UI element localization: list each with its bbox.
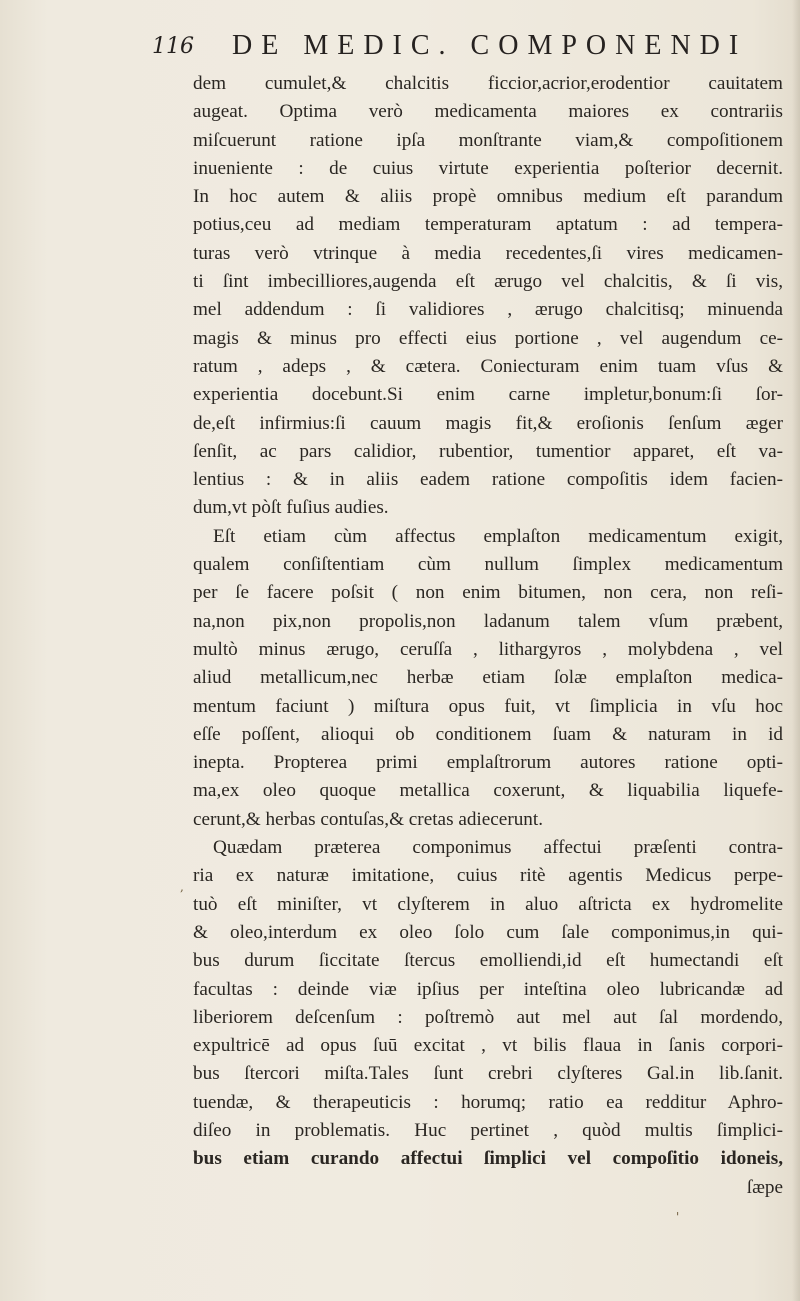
text-line: na,non pix,non propolis,non ladanum talem vſum præbent, (193, 610, 783, 632)
text-line: ratum , adeps , & cætera. Coniecturam enim tuam vſus & (193, 355, 783, 377)
text-line: experientia docebunt.Si enim carne impletur,bonum:ſi ſor- (193, 384, 783, 406)
text-line: tuendæ, & therapeuticis : horumq; ratio ea redditur Aphro- (193, 1091, 783, 1113)
text-line: mel addendum : ſi validiores , ærugo chalcitisq; minuenda (193, 299, 783, 321)
text-line: augeat. Optima verò medicamenta maiores ex contrariis (193, 101, 783, 123)
text-line: dum,vt pòſt fuſius audies. (193, 497, 389, 519)
ink-speck: , (180, 880, 184, 894)
text-line: magis & minus pro effecti eius portione , vel augendum ce- (193, 327, 783, 349)
text-line: mentum faciunt ) miſtura opus fuit, vt ſimplicia in vſu hoc (193, 695, 783, 717)
text-line: dem cumulet,& chalcitis ficcior,acrior,erodentior cauitatem (193, 73, 783, 94)
catchword: ſæpe (746, 1176, 783, 1198)
text-line: ſenſit, ac pars calidior, rubentior, tumentior apparet, eſt va- (193, 440, 783, 462)
text-line: turas verò vtrinque à media recedentes,ſi vires medicamen- (193, 242, 783, 264)
text-line: expultricē ad opus ſuū excitat , vt bilis flaua in ſanis corpori- (193, 1035, 783, 1057)
text-line: eſſe poſſent, alioqui ob conditionem ſuam & naturam in id (193, 723, 783, 745)
text-line: bus durum ſiccitate ſtercus emolliendi,id eſt humectandi eſt (193, 950, 783, 972)
page-number: 116 (152, 34, 194, 59)
text-line: ria ex naturæ imitatione, cuius ritè agentis Medicus perpe- (193, 865, 783, 887)
text-line: inepta. Propterea primi emplaſtrorum autores ratione opti- (193, 752, 783, 774)
text-line: potius,ceu ad mediam temperaturam aptatum : ad tempera- (193, 214, 783, 236)
text-line: multò minus ærugo, ceruſſa , lithargyros , molybdena , vel (193, 638, 783, 660)
text-line: inueniente : de cuius virtute experientia poſterior decernit. (193, 157, 783, 179)
text-line: qualem conſiſtentiam cùm nullum ſimplex medicamentum (193, 554, 783, 576)
text-line: ti ſint imbecilliores,augenda eſt ærugo vel chalcitis, & ſi vis, (193, 271, 783, 293)
text-line: aliud metallicum,nec herbæ etiam ſolæ emplaſton medica- (193, 667, 783, 689)
running-head (152, 30, 748, 64)
text-line: lentius : & in aliis eadem ratione compoſitis idem facien- (193, 469, 783, 491)
text-line: tuò eſt miniſter, vt clyſterem in aluo aſtricta ex hydromelite (193, 893, 783, 915)
running-title: DE MEDIC. COMPONENDI (232, 30, 748, 61)
text-line: In hoc autem & aliis propè omnibus medium eſt parandum (193, 186, 783, 208)
text-line: miſcuerunt ratione ipſa monſtrante viam,& compoſitionem (193, 129, 783, 151)
body-text (193, 70, 783, 1202)
page-edge-shadow (792, 0, 800, 1301)
text-line: per ſe facere poſsit ( non enim bitumen, non cera, non reſi- (193, 582, 783, 604)
text-line: & oleo,interdum ex oleo ſolo cum ſale componimus,in qui- (193, 921, 783, 943)
ink-speck: ' (676, 1210, 680, 1224)
text-line: diſeo in problematis. Huc pertinet , quòd multis ſimplici- (193, 1119, 783, 1141)
text-line: cerunt,& herbas contuſas,& cretas adiecerunt. (193, 808, 544, 830)
text-line: ma,ex oleo quoque metallica coxerunt, & liquabilia liquefe- (193, 780, 783, 802)
text-line: de,eſt infirmius:ſi cauum magis fit,& eroſionis ſenſum æger (193, 412, 783, 434)
paragraph-start-line: Eſt etiam cùm affectus emplaſton medicamentum exigit, (213, 525, 783, 547)
text-line: bus etiam curando affectui ſimplici vel compoſitio idoneis, (193, 1148, 783, 1170)
text-line: bus ſtercori miſta.Tales ſunt crebri clyſteres Gal.in lib.ſanit. (193, 1063, 783, 1085)
paragraph-start-line: Quædam præterea componimus affectui præſenti contra- (213, 837, 783, 859)
text-line: facultas : deinde viæ ipſius per inteſtina oleo lubricandæ ad (193, 978, 783, 1000)
text-line: liberiorem deſcenſum : poſtremò aut mel aut ſal mordendo, (193, 1006, 783, 1028)
